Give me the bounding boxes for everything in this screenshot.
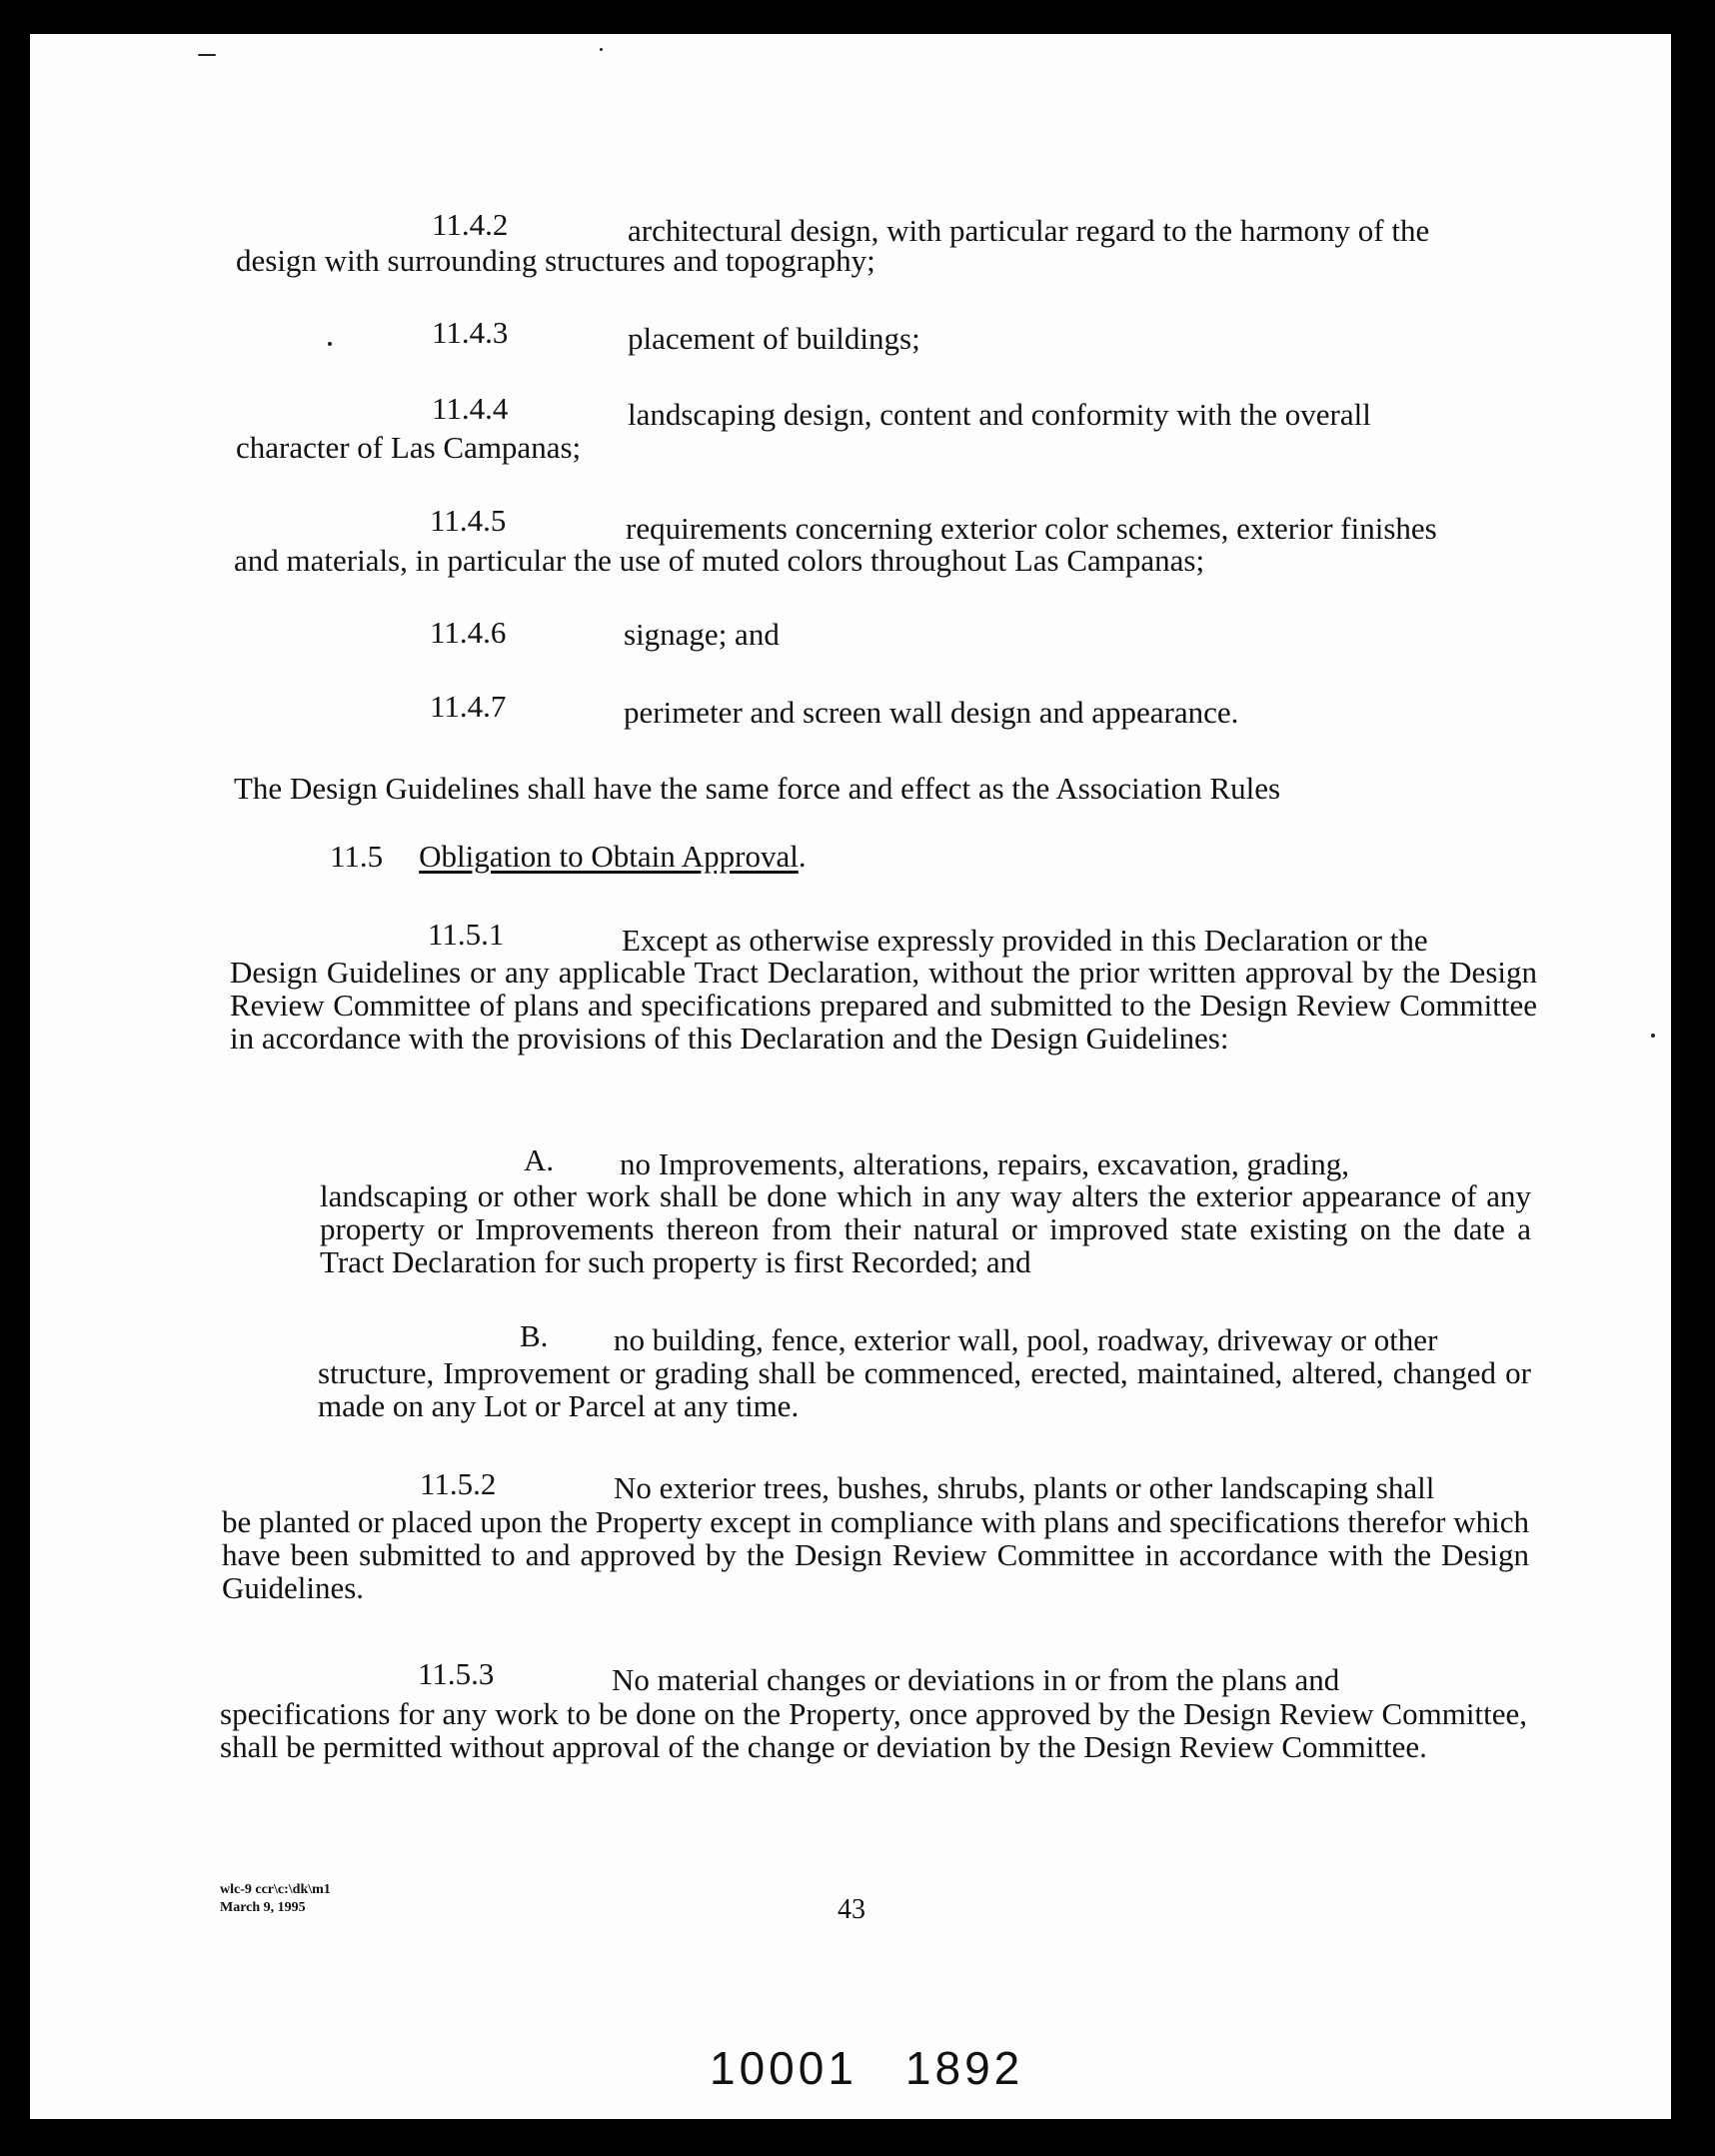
item-11-4-3-number: 11.4.3 [432, 315, 509, 350]
sub-b-label: B. [520, 1318, 549, 1353]
section-number: 11.5 [330, 839, 384, 874]
bates-stamp [710, 2041, 1023, 2095]
footer-file-reference: wlc-9 ccr\c:\dk\m1 [220, 1882, 331, 1897]
sub-b-text: structure, Improvement or grading shall be commenced, erected, maintained, altered, changed or made on any Lot or Parcel at any time. [318, 1355, 1531, 1423]
scan-speck [1651, 1034, 1655, 1038]
item-11-4-7-number: 11.4.7 [430, 689, 507, 724]
scan-speck [198, 54, 216, 56]
para-11-5-1-first-line: Except as otherwise expressly provided in this Declaration or the [622, 923, 1428, 958]
item-11-4-4-text: landscaping design, content and conformity with the overall [628, 397, 1371, 432]
para-11-5-1-text: Design Guidelines or any applicable Tract Declaration, without the prior written approval by the Design Review Committee of plans and specifications prepared and submitted to the Design Review Committee in accordance with the provisions of this Declaration and the Design Guidelines: [230, 955, 1537, 1056]
scan-speck [328, 342, 332, 346]
para-11-5-2-text: be planted or placed upon the Property except in compliance with plans and specifications therefor which have been submitted to and approved by the Design Review Committee in accordance with the Design Guidelines. [222, 1504, 1529, 1605]
item-11-4-7-text: perimeter and screen wall design and appearance. [624, 695, 1239, 730]
para-11-5-1-number: 11.5.1 [428, 917, 505, 952]
document-page [30, 34, 1671, 2119]
scan-speck [600, 48, 603, 51]
para-11-5-3-first-line: No material changes or deviations in or from the plans and [612, 1662, 1340, 1697]
sub-a-label: A. [524, 1142, 555, 1177]
section-title-end: . [798, 839, 807, 874]
item-11-4-6-number: 11.4.6 [430, 615, 507, 650]
para-11-5-3-text: specifications for any work to be done on the Property, once approved by the Design Review Committee, shall be permitted without approval of the change or deviation by the Design Review Committee. [220, 1696, 1527, 1764]
bates-stamp-left: 10001 [710, 2042, 858, 2094]
page-number: 43 [838, 1894, 865, 1925]
guidelines-statement: The Design Guidelines shall have the same force and effect as the Association Rules [234, 771, 1281, 806]
item-11-4-4-number: 11.4.4 [432, 391, 509, 426]
para-11-5-2-number: 11.5.2 [420, 1466, 497, 1501]
sub-a-text: landscaping or other work shall be done which in any way alters the exterior appearance of any property or Improvements thereon from their natural or improved state existing on the date a Tract Declaration for such property is first Recorded; and [320, 1178, 1531, 1279]
footer-date: March 9, 1995 [220, 1900, 306, 1915]
item-11-4-3-text: placement of buildings; [628, 321, 920, 356]
item-11-4-2-number: 11.4.2 [432, 207, 509, 242]
item-11-4-5-text-cont: and materials, in particular the use of muted colors throughout Las Campanas; [234, 543, 1205, 578]
sub-a-first-line: no Improvements, alterations, repairs, excavation, grading, [620, 1146, 1349, 1181]
item-11-4-2-text-cont: design with surrounding structures and topography; [236, 243, 875, 278]
para-11-5-2-first-line: No exterior trees, bushes, shrubs, plants or other landscaping shall [614, 1470, 1435, 1505]
item-11-4-4-text-cont: character of Las Campanas; [236, 430, 582, 465]
item-11-4-5-number: 11.4.5 [430, 503, 507, 538]
section-heading [330, 840, 807, 874]
item-11-4-5-text: requirements concerning exterior color schemes, exterior finishes [626, 511, 1437, 546]
item-11-4-6-text: signage; and [624, 617, 780, 652]
bates-stamp-right: 1892 [904, 2042, 1024, 2094]
section-title: Obligation to Obtain Approval [419, 839, 799, 874]
sub-b-first-line: no building, fence, exterior wall, pool, roadway, driveway or other [614, 1322, 1438, 1357]
item-11-4-2-text: architectural design, with particular regard to the harmony of the [628, 213, 1430, 248]
para-11-5-3-number: 11.5.3 [418, 1656, 495, 1691]
